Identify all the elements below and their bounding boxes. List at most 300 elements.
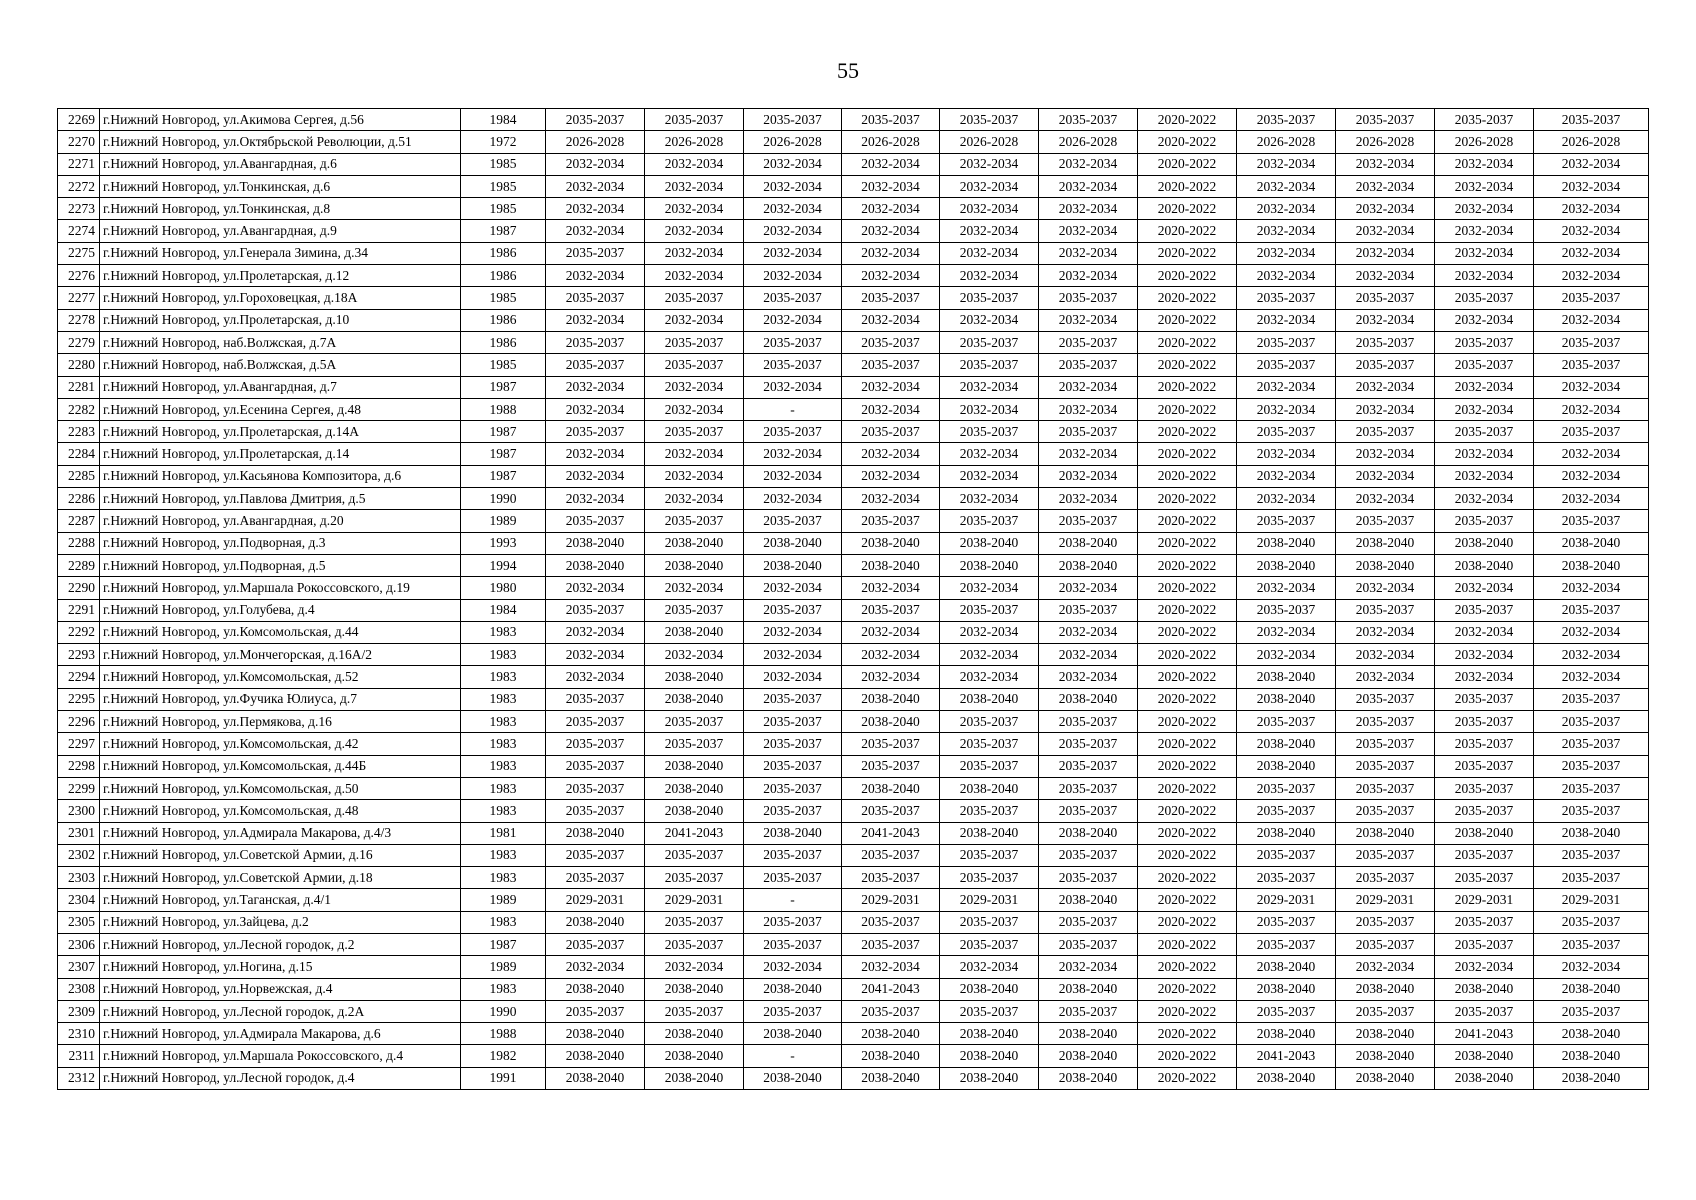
- period-cell: 2035-2037: [1435, 354, 1534, 376]
- period-cell: 2032-2034: [1435, 198, 1534, 220]
- period-cell: 2032-2034: [744, 376, 842, 398]
- address-cell: г.Нижний Новгород, ул.Лесной городок, д.2А: [100, 1000, 461, 1022]
- period-cell: 2032-2034: [842, 666, 940, 688]
- period-cell: 2032-2034: [1237, 309, 1336, 331]
- period-cell: 2035-2037: [842, 331, 940, 353]
- period-cell: 2038-2040: [1237, 1023, 1336, 1045]
- period-cell: 2032-2034: [1039, 153, 1138, 175]
- period-cell: 2032-2034: [744, 443, 842, 465]
- period-cell: 2035-2037: [1435, 599, 1534, 621]
- period-cell: 2035-2037: [1435, 711, 1534, 733]
- period-cell: 2029-2031: [1534, 889, 1649, 911]
- address-cell: г.Нижний Новгород, наб.Волжская, д.7А: [100, 331, 461, 353]
- period-cell: 2038-2040: [842, 711, 940, 733]
- period-cell: 2032-2034: [546, 443, 645, 465]
- row-number-cell: 2284: [58, 443, 100, 465]
- period-cell: 2032-2034: [546, 465, 645, 487]
- period-cell: 2035-2037: [645, 844, 744, 866]
- period-cell: 2032-2034: [645, 220, 744, 242]
- period-cell: 2035-2037: [546, 733, 645, 755]
- period-cell: 2032-2034: [546, 956, 645, 978]
- period-cell: 2035-2037: [1435, 777, 1534, 799]
- address-cell: г.Нижний Новгород, ул.Касьянова Композитора, д.6: [100, 465, 461, 487]
- period-cell: 2035-2037: [1336, 755, 1435, 777]
- year-cell: 1983: [461, 755, 546, 777]
- period-cell: 2032-2034: [1039, 621, 1138, 643]
- address-cell: г.Нижний Новгород, ул.Авангардная, д.9: [100, 220, 461, 242]
- period-cell: 2035-2037: [940, 800, 1039, 822]
- period-cell: 2035-2037: [1336, 933, 1435, 955]
- period-cell: 2032-2034: [1534, 666, 1649, 688]
- period-cell: 2035-2037: [1336, 354, 1435, 376]
- period-cell: 2035-2037: [940, 354, 1039, 376]
- period-cell: 2032-2034: [1435, 309, 1534, 331]
- period-cell: 2038-2040: [1336, 1023, 1435, 1045]
- period-cell: 2038-2040: [1534, 1045, 1649, 1067]
- year-cell: 1990: [461, 488, 546, 510]
- year-cell: 1987: [461, 220, 546, 242]
- year-cell: 1983: [461, 688, 546, 710]
- period-cell: 2035-2037: [744, 800, 842, 822]
- period-cell: 2026-2028: [645, 131, 744, 153]
- period-cell: 2026-2028: [1534, 131, 1649, 153]
- table-row: [58, 956, 1649, 978]
- period-cell: 2032-2034: [744, 242, 842, 264]
- table-row: [58, 1067, 1649, 1089]
- period-cell: 2035-2037: [1039, 755, 1138, 777]
- period-cell: 2032-2034: [842, 153, 940, 175]
- period-cell: 2032-2034: [546, 644, 645, 666]
- period-cell: 2020-2022: [1138, 153, 1237, 175]
- period-cell: 2032-2034: [1534, 644, 1649, 666]
- period-cell: 2032-2034: [1039, 198, 1138, 220]
- address-cell: г.Нижний Новгород, ул.Авангардная, д.6: [100, 153, 461, 175]
- period-cell: 2026-2028: [546, 131, 645, 153]
- period-cell: 2032-2034: [1237, 242, 1336, 264]
- period-cell: 2038-2040: [940, 532, 1039, 554]
- period-cell: 2038-2040: [842, 688, 940, 710]
- period-cell: 2035-2037: [645, 599, 744, 621]
- address-cell: г.Нижний Новгород, ул.Павлова Дмитрия, д.5: [100, 488, 461, 510]
- period-cell: 2035-2037: [1435, 1000, 1534, 1022]
- period-cell: 2038-2040: [842, 1023, 940, 1045]
- period-cell: 2032-2034: [1336, 265, 1435, 287]
- period-cell: 2020-2022: [1138, 376, 1237, 398]
- year-cell: 1983: [461, 800, 546, 822]
- address-cell: г.Нижний Новгород, ул.Пролетарская, д.14: [100, 443, 461, 465]
- period-cell: 2032-2034: [1237, 443, 1336, 465]
- row-number-cell: 2307: [58, 956, 100, 978]
- period-cell: 2038-2040: [546, 532, 645, 554]
- table-row: [58, 911, 1649, 933]
- period-cell: 2035-2037: [1039, 331, 1138, 353]
- period-cell: 2032-2034: [1534, 376, 1649, 398]
- address-cell: г.Нижний Новгород, ул.Голубева, д.4: [100, 599, 461, 621]
- period-cell: 2041-2043: [842, 978, 940, 1000]
- period-cell: 2038-2040: [842, 777, 940, 799]
- period-cell: 2035-2037: [842, 733, 940, 755]
- period-cell: 2032-2034: [1237, 153, 1336, 175]
- period-cell: 2026-2028: [940, 131, 1039, 153]
- period-cell: 2035-2037: [1534, 287, 1649, 309]
- year-cell: 1981: [461, 822, 546, 844]
- period-cell: 2035-2037: [940, 867, 1039, 889]
- period-cell: 2035-2037: [940, 421, 1039, 443]
- period-cell: 2035-2037: [842, 1000, 940, 1022]
- period-cell: 2035-2037: [842, 109, 940, 131]
- period-cell: 2035-2037: [842, 287, 940, 309]
- period-cell: 2032-2034: [1237, 198, 1336, 220]
- period-cell: 2038-2040: [1039, 978, 1138, 1000]
- period-cell: 2035-2037: [1435, 800, 1534, 822]
- year-cell: 1987: [461, 421, 546, 443]
- period-cell: 2029-2031: [645, 889, 744, 911]
- period-cell: 2035-2037: [546, 331, 645, 353]
- period-cell: 2035-2037: [1534, 867, 1649, 889]
- period-cell: 2035-2037: [1534, 510, 1649, 532]
- period-cell: 2020-2022: [1138, 421, 1237, 443]
- period-cell: 2035-2037: [1039, 777, 1138, 799]
- period-cell: 2035-2037: [744, 933, 842, 955]
- period-cell: 2035-2037: [1237, 421, 1336, 443]
- table-row: [58, 733, 1649, 755]
- period-cell: 2038-2040: [1237, 822, 1336, 844]
- period-cell: 2035-2037: [1534, 755, 1649, 777]
- period-cell: 2038-2040: [1039, 532, 1138, 554]
- period-cell: 2035-2037: [1534, 933, 1649, 955]
- period-cell: 2035-2037: [940, 933, 1039, 955]
- period-cell: 2020-2022: [1138, 1023, 1237, 1045]
- period-cell: 2035-2037: [1336, 911, 1435, 933]
- period-cell: 2032-2034: [940, 242, 1039, 264]
- year-cell: 1987: [461, 465, 546, 487]
- period-cell: 2038-2040: [1336, 532, 1435, 554]
- year-cell: 1983: [461, 733, 546, 755]
- year-cell: 1985: [461, 175, 546, 197]
- period-cell: 2032-2034: [1435, 488, 1534, 510]
- period-cell: 2038-2040: [645, 978, 744, 1000]
- year-cell: 1993: [461, 532, 546, 554]
- period-cell: 2020-2022: [1138, 867, 1237, 889]
- period-cell: 2032-2034: [1534, 398, 1649, 420]
- period-cell: 2038-2040: [1534, 1067, 1649, 1089]
- address-cell: г.Нижний Новгород, ул.Генерала Зимина, д.34: [100, 242, 461, 264]
- period-cell: 2020-2022: [1138, 800, 1237, 822]
- period-cell: 2038-2040: [1534, 532, 1649, 554]
- period-cell: 2020-2022: [1138, 510, 1237, 532]
- row-number-cell: 2311: [58, 1045, 100, 1067]
- table-row: [58, 711, 1649, 733]
- period-cell: 2032-2034: [842, 398, 940, 420]
- table-row: [58, 153, 1649, 175]
- year-cell: 1988: [461, 1023, 546, 1045]
- period-cell: 2038-2040: [940, 1023, 1039, 1045]
- period-cell: 2032-2034: [546, 265, 645, 287]
- period-cell: 2038-2040: [1435, 1067, 1534, 1089]
- period-cell: 2032-2034: [546, 666, 645, 688]
- period-cell: 2032-2034: [645, 175, 744, 197]
- period-cell: 2038-2040: [1435, 978, 1534, 1000]
- period-cell: 2032-2034: [546, 198, 645, 220]
- period-cell: 2041-2043: [645, 822, 744, 844]
- period-cell: 2035-2037: [1435, 867, 1534, 889]
- address-cell: г.Нижний Новгород, ул.Пролетарская, д.14А: [100, 421, 461, 443]
- period-cell: 2020-2022: [1138, 554, 1237, 576]
- table-row: [58, 777, 1649, 799]
- period-cell: 2038-2040: [546, 911, 645, 933]
- address-cell: г.Нижний Новгород, ул.Комсомольская, д.50: [100, 777, 461, 799]
- period-cell: 2032-2034: [1534, 242, 1649, 264]
- housing-register-table: [57, 108, 1649, 1090]
- period-cell: 2038-2040: [940, 978, 1039, 1000]
- period-cell: -: [744, 398, 842, 420]
- period-cell: 2041-2043: [1435, 1023, 1534, 1045]
- period-cell: 2035-2037: [744, 733, 842, 755]
- period-cell: 2035-2037: [1237, 777, 1336, 799]
- period-cell: 2035-2037: [940, 844, 1039, 866]
- period-cell: 2032-2034: [546, 376, 645, 398]
- period-cell: 2035-2037: [546, 1000, 645, 1022]
- period-cell: 2035-2037: [1534, 109, 1649, 131]
- address-cell: г.Нижний Новгород, ул.Маршала Рокоссовского, д.19: [100, 577, 461, 599]
- period-cell: 2032-2034: [1435, 153, 1534, 175]
- period-cell: 2038-2040: [940, 777, 1039, 799]
- period-cell: 2032-2034: [1534, 220, 1649, 242]
- period-cell: 2029-2031: [1237, 889, 1336, 911]
- period-cell: 2038-2040: [744, 1067, 842, 1089]
- period-cell: 2032-2034: [1336, 666, 1435, 688]
- period-cell: 2038-2040: [1237, 733, 1336, 755]
- period-cell: 2032-2034: [940, 577, 1039, 599]
- period-cell: 2035-2037: [1534, 733, 1649, 755]
- period-cell: 2038-2040: [842, 554, 940, 576]
- period-cell: 2032-2034: [744, 488, 842, 510]
- period-cell: 2035-2037: [1237, 867, 1336, 889]
- period-cell: 2020-2022: [1138, 666, 1237, 688]
- address-cell: г.Нижний Новгород, ул.Таганская, д.4/1: [100, 889, 461, 911]
- row-number-cell: 2273: [58, 198, 100, 220]
- row-number-cell: 2303: [58, 867, 100, 889]
- period-cell: 2032-2034: [1435, 376, 1534, 398]
- period-cell: 2038-2040: [645, 1067, 744, 1089]
- period-cell: 2032-2034: [1039, 465, 1138, 487]
- row-number-cell: 2278: [58, 309, 100, 331]
- address-cell: г.Нижний Новгород, ул.Авангардная, д.7: [100, 376, 461, 398]
- row-number-cell: 2291: [58, 599, 100, 621]
- period-cell: 2032-2034: [1336, 220, 1435, 242]
- address-cell: г.Нижний Новгород, ул.Норвежская, д.4: [100, 978, 461, 1000]
- table-row: [58, 844, 1649, 866]
- period-cell: 2032-2034: [1336, 153, 1435, 175]
- period-cell: 2032-2034: [1435, 242, 1534, 264]
- year-cell: 1985: [461, 287, 546, 309]
- period-cell: 2032-2034: [940, 198, 1039, 220]
- period-cell: 2035-2037: [1336, 421, 1435, 443]
- period-cell: 2032-2034: [1336, 175, 1435, 197]
- period-cell: 2038-2040: [1435, 532, 1534, 554]
- period-cell: 2032-2034: [1039, 242, 1138, 264]
- year-cell: 1980: [461, 577, 546, 599]
- table-row: [58, 131, 1649, 153]
- address-cell: г.Нижний Новгород, ул.Октябрьской Революции, д.51: [100, 131, 461, 153]
- table-row: [58, 1023, 1649, 1045]
- period-cell: 2038-2040: [1237, 956, 1336, 978]
- period-cell: 2032-2034: [645, 488, 744, 510]
- period-cell: 2038-2040: [645, 621, 744, 643]
- row-number-cell: 2293: [58, 644, 100, 666]
- address-cell: г.Нижний Новгород, ул.Зайцева, д.2: [100, 911, 461, 933]
- period-cell: 2020-2022: [1138, 889, 1237, 911]
- period-cell: 2038-2040: [1534, 978, 1649, 1000]
- period-cell: 2035-2037: [1435, 733, 1534, 755]
- address-cell: г.Нижний Новгород, ул.Пролетарская, д.12: [100, 265, 461, 287]
- period-cell: 2035-2037: [1336, 844, 1435, 866]
- period-cell: 2032-2034: [744, 265, 842, 287]
- year-cell: 1991: [461, 1067, 546, 1089]
- period-cell: 2032-2034: [1534, 577, 1649, 599]
- period-cell: 2038-2040: [940, 554, 1039, 576]
- table-row: [58, 577, 1649, 599]
- period-cell: 2020-2022: [1138, 777, 1237, 799]
- period-cell: 2035-2037: [546, 510, 645, 532]
- period-cell: 2035-2037: [842, 844, 940, 866]
- row-number-cell: 2272: [58, 175, 100, 197]
- period-cell: 2020-2022: [1138, 309, 1237, 331]
- address-cell: г.Нижний Новгород, ул.Фучика Юлиуса, д.7: [100, 688, 461, 710]
- period-cell: 2035-2037: [1237, 109, 1336, 131]
- period-cell: 2032-2034: [1534, 465, 1649, 487]
- period-cell: 2038-2040: [546, 554, 645, 576]
- year-cell: 1983: [461, 621, 546, 643]
- period-cell: 2032-2034: [842, 198, 940, 220]
- row-number-cell: 2285: [58, 465, 100, 487]
- period-cell: 2026-2028: [1237, 131, 1336, 153]
- period-cell: 2032-2034: [1435, 265, 1534, 287]
- period-cell: 2035-2037: [842, 933, 940, 955]
- period-cell: 2020-2022: [1138, 242, 1237, 264]
- table-row: [58, 220, 1649, 242]
- period-cell: 2032-2034: [645, 465, 744, 487]
- year-cell: 1986: [461, 242, 546, 264]
- period-cell: 2038-2040: [1039, 1023, 1138, 1045]
- period-cell: 2035-2037: [1336, 867, 1435, 889]
- period-cell: 2035-2037: [1237, 599, 1336, 621]
- period-cell: 2035-2037: [1237, 800, 1336, 822]
- period-cell: 2035-2037: [744, 755, 842, 777]
- period-cell: 2032-2034: [1534, 153, 1649, 175]
- row-number-cell: 2271: [58, 153, 100, 175]
- period-cell: 2032-2034: [744, 621, 842, 643]
- row-number-cell: 2274: [58, 220, 100, 242]
- period-cell: 2032-2034: [1039, 666, 1138, 688]
- table-row: [58, 644, 1649, 666]
- period-cell: 2032-2034: [1237, 621, 1336, 643]
- period-cell: 2035-2037: [744, 287, 842, 309]
- period-cell: 2035-2037: [1435, 844, 1534, 866]
- period-cell: 2035-2037: [744, 867, 842, 889]
- period-cell: 2035-2037: [645, 911, 744, 933]
- period-cell: 2032-2034: [546, 488, 645, 510]
- period-cell: 2020-2022: [1138, 1000, 1237, 1022]
- table-row: [58, 354, 1649, 376]
- row-number-cell: 2296: [58, 711, 100, 733]
- period-cell: 2032-2034: [1435, 956, 1534, 978]
- period-cell: 2020-2022: [1138, 220, 1237, 242]
- year-cell: 1987: [461, 376, 546, 398]
- year-cell: 1983: [461, 867, 546, 889]
- period-cell: 2032-2034: [940, 265, 1039, 287]
- period-cell: 2035-2037: [1336, 331, 1435, 353]
- row-number-cell: 2302: [58, 844, 100, 866]
- period-cell: 2038-2040: [546, 822, 645, 844]
- year-cell: 1987: [461, 933, 546, 955]
- period-cell: 2035-2037: [1435, 755, 1534, 777]
- period-cell: 2020-2022: [1138, 465, 1237, 487]
- table-row: [58, 822, 1649, 844]
- period-cell: 2035-2037: [546, 844, 645, 866]
- year-cell: 1989: [461, 510, 546, 532]
- period-cell: 2032-2034: [1336, 198, 1435, 220]
- row-number-cell: 2287: [58, 510, 100, 532]
- period-cell: 2032-2034: [1237, 488, 1336, 510]
- row-number-cell: 2301: [58, 822, 100, 844]
- period-cell: 2035-2037: [1534, 331, 1649, 353]
- period-cell: 2038-2040: [744, 978, 842, 1000]
- period-cell: 2035-2037: [940, 1000, 1039, 1022]
- period-cell: 2038-2040: [546, 1045, 645, 1067]
- period-cell: 2032-2034: [1336, 443, 1435, 465]
- period-cell: 2035-2037: [645, 287, 744, 309]
- period-cell: 2032-2034: [1534, 956, 1649, 978]
- period-cell: 2035-2037: [842, 510, 940, 532]
- table-row: [58, 309, 1649, 331]
- period-cell: 2032-2034: [1039, 443, 1138, 465]
- period-cell: 2032-2034: [1435, 621, 1534, 643]
- row-number-cell: 2304: [58, 889, 100, 911]
- year-cell: 1983: [461, 711, 546, 733]
- period-cell: 2035-2037: [645, 331, 744, 353]
- period-cell: 2032-2034: [1435, 577, 1534, 599]
- period-cell: 2020-2022: [1138, 755, 1237, 777]
- period-cell: 2032-2034: [645, 398, 744, 420]
- address-cell: г.Нижний Новгород, ул.Комсомольская, д.52: [100, 666, 461, 688]
- year-cell: 1988: [461, 398, 546, 420]
- period-cell: 2038-2040: [744, 532, 842, 554]
- period-cell: 2020-2022: [1138, 933, 1237, 955]
- row-number-cell: 2279: [58, 331, 100, 353]
- row-number-cell: 2290: [58, 577, 100, 599]
- period-cell: 2032-2034: [1336, 956, 1435, 978]
- period-cell: 2035-2037: [1039, 911, 1138, 933]
- period-cell: 2038-2040: [744, 554, 842, 576]
- period-cell: 2032-2034: [645, 309, 744, 331]
- page-number: 55: [837, 58, 859, 83]
- period-cell: 2035-2037: [1039, 1000, 1138, 1022]
- table-row: [58, 488, 1649, 510]
- table-row: [58, 755, 1649, 777]
- period-cell: 2035-2037: [645, 421, 744, 443]
- period-cell: -: [744, 889, 842, 911]
- row-number-cell: 2309: [58, 1000, 100, 1022]
- period-cell: 2038-2040: [1336, 978, 1435, 1000]
- period-cell: 2020-2022: [1138, 398, 1237, 420]
- period-cell: 2032-2034: [744, 198, 842, 220]
- period-cell: 2032-2034: [940, 175, 1039, 197]
- period-cell: 2038-2040: [744, 1023, 842, 1045]
- period-cell: 2032-2034: [645, 153, 744, 175]
- period-cell: 2038-2040: [1435, 554, 1534, 576]
- period-cell: 2035-2037: [645, 109, 744, 131]
